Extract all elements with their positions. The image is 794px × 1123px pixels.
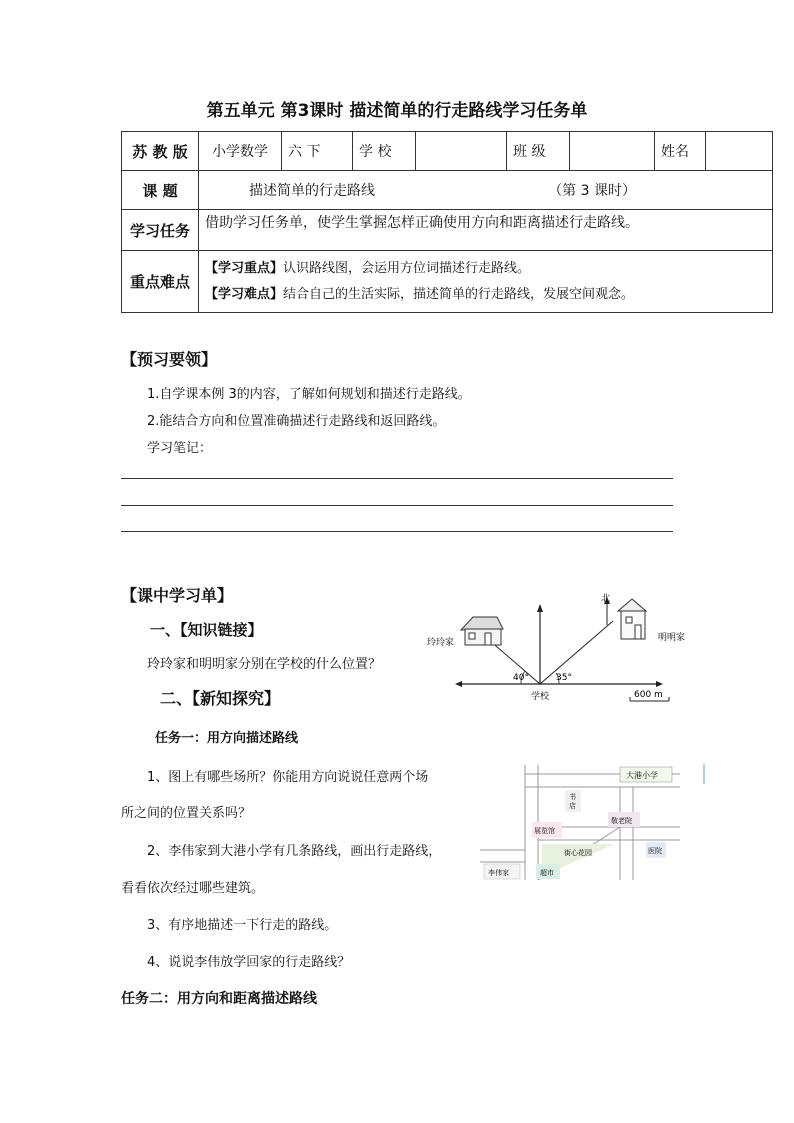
school-field[interactable] [416,132,507,171]
park-label: 街心花园 [564,849,592,857]
class-label: 班 级 [507,132,570,171]
hospital-label: 医院 [648,847,662,855]
part2-heading: 二、【新知探究】 [160,689,281,708]
key-point-tag: 【学习重点】 [205,260,284,276]
name-field[interactable] [706,132,773,171]
key-point-text: 认识路线图，会运用方位词描述行走路线。 [283,260,531,276]
key-label: 重点难点 [122,251,199,313]
market-label: 超市 [540,869,554,877]
q3-text: 3、有序地描述一下行走的路线。 [147,918,338,933]
north-label: 北 [601,594,611,604]
exhibition-label: 展览馆 [534,827,555,835]
path-to-mingming [540,621,613,684]
preview-heading: 【预习要领】 [121,350,218,369]
grade-cell: 六 下 [282,132,353,171]
topic-cell [199,171,773,210]
name-label: 姓名 [655,132,706,171]
subject-cell: 小学数学 [199,132,282,171]
topic-label: 课 题 [122,171,199,210]
note-line-3[interactable] [121,531,673,532]
school-label: 学校 [531,692,550,702]
scale-label: 600 m [634,690,663,700]
angle-right-label: 35° [556,673,572,683]
lesson-heading: 【课中学习单】 [121,586,234,605]
lesson-text: （第 3 课时） [548,183,636,199]
lingling-label: 玲玲家 [427,638,455,648]
mingming-house-icon [618,599,646,639]
route-map-figure [480,762,712,884]
difficulty-tag: 【学习难点】 [205,286,284,302]
q1-line-a: 1、图上有哪些场所？你能用方向说说任意两个场 [147,770,429,785]
edition-cell: 苏 教 版 [122,132,199,171]
class-field[interactable] [570,132,655,171]
north-arrow-icon [537,604,543,612]
task-label: 学习任务 [122,210,199,251]
east-arrow-icon [656,681,663,687]
note-line-1[interactable] [121,478,673,479]
key-cell [199,251,773,313]
info-table [121,131,773,313]
task1-heading: 任务一：用方向描述路线 [155,731,299,746]
bookstore-label-1: 书 [569,793,576,801]
mingming-label: 明明家 [658,633,685,643]
q2-line-b: 看看依次经过哪些建筑。 [121,881,265,896]
dagang-label: 大港小学 [626,771,658,780]
liwei-label: 李伟家 [488,869,509,877]
task2-heading: 任务二：用方向和距离描述路线 [121,991,317,1007]
q2-line-a: 2、李伟家到大港小学有几条路线，画出行走路线， [147,844,442,859]
task-text: 借助学习任务单，使学生掌握怎样正确使用方向和距离描述行走路线。 [199,210,773,251]
lingling-house-icon [461,617,503,645]
q1-line-b: 所之间的位置关系吗？ [121,806,252,821]
angle-left-label: 40° [513,673,529,683]
part1-question: 玲玲家和明明家分别在学校的什么位置？ [147,657,382,672]
note-line-2[interactable] [121,505,673,506]
q4-text: 4、说说李伟放学回家的行走路线？ [147,955,351,970]
west-arrow-icon [455,681,462,687]
school-label: 学 校 [353,132,416,171]
nursing-label: 敬老院 [611,817,632,825]
topic-text: 描述简单的行走路线 [249,183,375,199]
preview-item-1: 1.自学课本例 3的内容，了解如何规划和描述行走路线。 [147,387,471,402]
direction-figure [425,585,685,710]
page-title: 第五单元 第3课时 描述简单的行走路线学习任务单 [206,101,588,121]
notes-label: 学习笔记： [147,441,213,456]
part1-heading: 一、【知识链接】 [150,621,263,639]
difficulty-text: 结合自己的生活实际，描述简单的行走路线，发展空间观念。 [283,286,635,302]
preview-item-2: 2.能结合方向和位置准确描述行走路线和返回路线。 [147,414,446,429]
bookstore-label-2: 店 [569,802,576,810]
